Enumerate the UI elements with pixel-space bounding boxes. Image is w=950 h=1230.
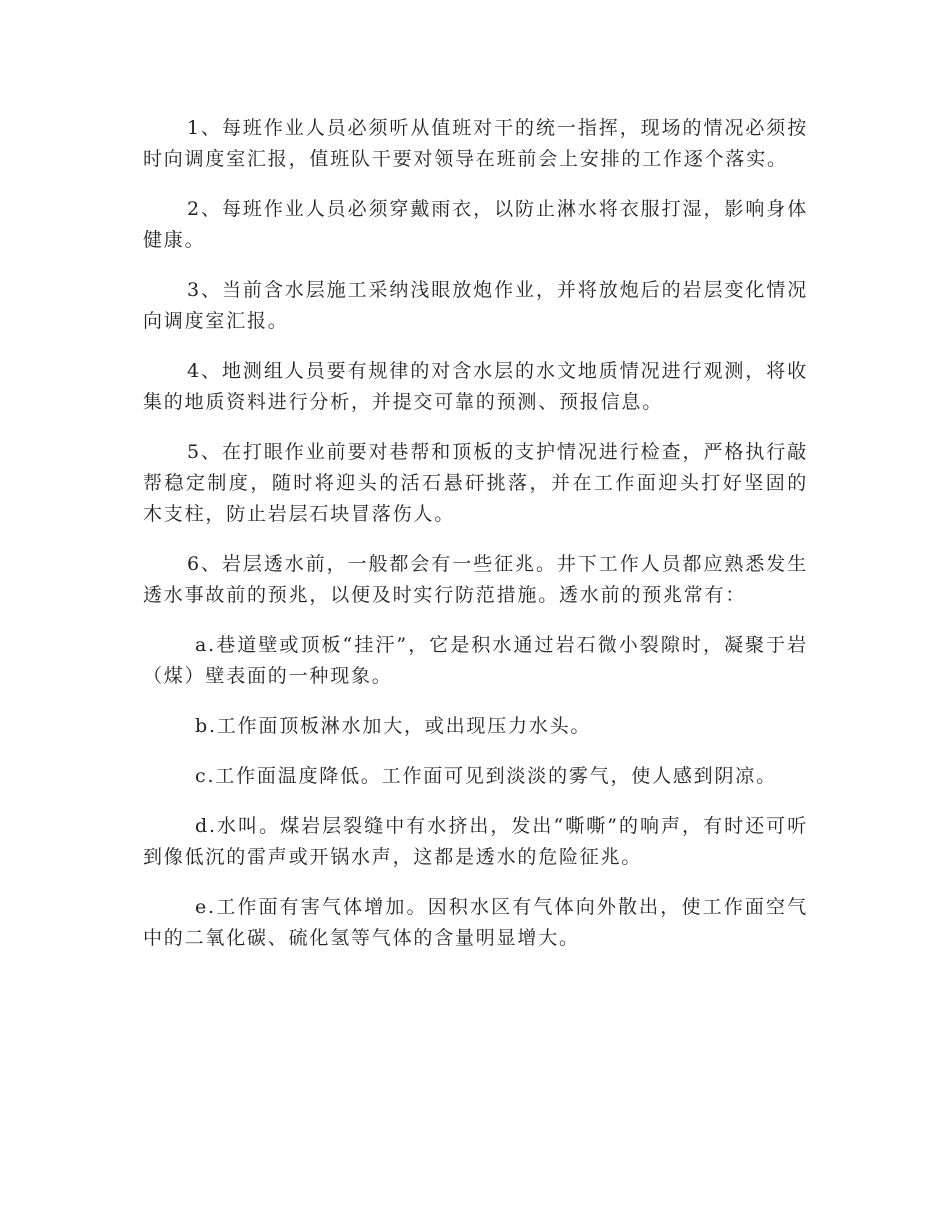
sub-item-e: e.工作面有害气体增加。因积水区有气体向外散出，使工作面空气中的二氧化碳、硫化氢等气体的含量明显增大。 — [143, 896, 808, 949]
paragraph-5: 5、在打眼作业前要对巷帮和顶板的支护情况进行检查，严格执行敲帮稳定制度，随时将迎头的活石悬矸挑落，并在工作面迎头打好坚固的木支柱，防止岩层石块冒落伤人。 — [143, 441, 808, 525]
sub-item-c: c.工作面温度降低。工作面可见到淡淡的雾气，使人感到阴凉。 — [195, 765, 777, 787]
paragraph-3: 3、当前含水层施工采纳浅眼放炮作业，并将放炮后的岩层变化情况向调度室汇报。 — [143, 279, 808, 332]
document-body — [143, 113, 808, 973]
sub-item-d: d.水叫。煤岩层裂缝中有水挤出，发出“嘶嘶”的响声，有时还可听到像低沉的雷声或开锅水声，这都是透水的危险征兆。 — [143, 815, 808, 868]
paragraph-4: 4、地测组人员要有规律的对含水层的水文地质情况进行观测，将收集的地质资料进行分析，并提交可靠的预测、预报信息。 — [143, 360, 808, 413]
paragraph-6: 6、岩层透水前，一般都会有一些征兆。井下工作人员都应熟悉发生透水事故前的预兆，以便及时实行防范措施。透水前的预兆常有： — [143, 553, 808, 606]
sub-item-b: b.工作面顶板淋水加大，或出现压力水头。 — [195, 715, 592, 737]
sub-item-a: a.巷道壁或顶板“挂汗”，它是积水通过岩石微小裂隙时，凝聚于岩（煤）壁表面的一种现象。 — [143, 634, 808, 687]
paragraph-1: 1、每班作业人员必须听从值班对干的统一指挥，现场的情况必须按时向调度室汇报，值班队干要对领导在班前会上安排的工作逐个落实。 — [143, 117, 808, 170]
paragraph-2: 2、每班作业人员必须穿戴雨衣，以防止淋水将衣服打湿，影响身体健康。 — [143, 198, 808, 251]
